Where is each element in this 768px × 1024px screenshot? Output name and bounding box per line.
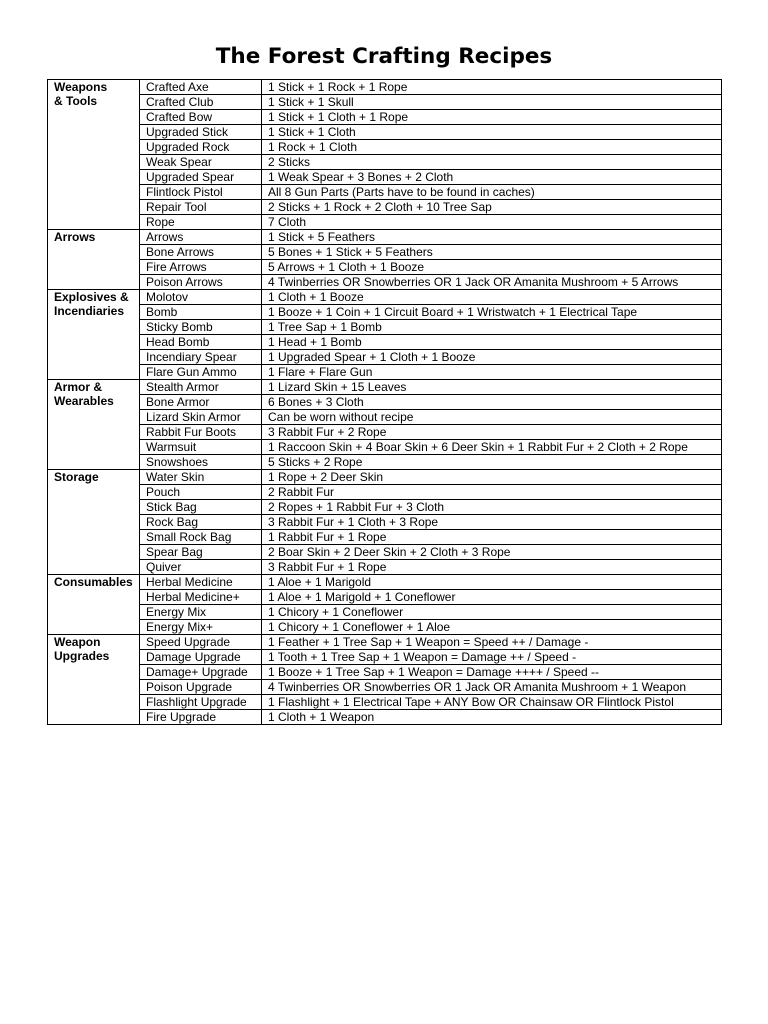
table-row: [48, 305, 722, 320]
item-cell: Rabbit Fur Boots: [140, 425, 262, 440]
table-row: [48, 665, 722, 680]
item-cell: Bone Armor: [140, 395, 262, 410]
item-cell: Spear Bag: [140, 545, 262, 560]
item-cell: Bomb: [140, 305, 262, 320]
table-row: [48, 245, 722, 260]
category-label-line: Wearables: [54, 394, 114, 408]
table-row: [48, 560, 722, 575]
item-cell: Stealth Armor: [140, 380, 262, 395]
table-row: [48, 215, 722, 230]
item-cell: Water Skin: [140, 470, 262, 485]
category-label-line: Storage: [54, 470, 99, 484]
page-title: The Forest Crafting Recipes: [215, 44, 553, 69]
recipe-cell: 1 Flare + Flare Gun: [262, 365, 722, 380]
item-cell: Warmsuit: [140, 440, 262, 455]
item-cell: Stick Bag: [140, 500, 262, 515]
table-row: [48, 545, 722, 560]
table-row: [48, 320, 722, 335]
table-row: [48, 275, 722, 290]
item-cell: Weak Spear: [140, 155, 262, 170]
recipe-cell: 1 Cloth + 1 Weapon: [262, 710, 722, 725]
category-label-line: Weapons: [54, 80, 108, 94]
table-row: [48, 620, 722, 635]
table-row: [48, 155, 722, 170]
table-row: [48, 485, 722, 500]
item-cell: Pouch: [140, 485, 262, 500]
table-row: [48, 695, 722, 710]
table-row: [48, 605, 722, 620]
recipe-cell: 1 Rabbit Fur + 1 Rope: [262, 530, 722, 545]
recipe-cell: 1 Rock + 1 Cloth: [262, 140, 722, 155]
table-row: [48, 335, 722, 350]
recipe-cell: 1 Aloe + 1 Marigold + 1 Coneflower: [262, 590, 722, 605]
recipe-cell: 1 Booze + 1 Coin + 1 Circuit Board + 1 Wristwatch + 1 Electrical Tape: [262, 305, 722, 320]
item-cell: Upgraded Rock: [140, 140, 262, 155]
item-cell: Herbal Medicine: [140, 575, 262, 590]
table-row: [48, 170, 722, 185]
recipe-cell: 1 Aloe + 1 Marigold: [262, 575, 722, 590]
recipes-table: [47, 79, 722, 725]
item-cell: Upgraded Stick: [140, 125, 262, 140]
table-row: [48, 110, 722, 125]
item-cell: Rope: [140, 215, 262, 230]
item-cell: Quiver: [140, 560, 262, 575]
table-row: [48, 575, 722, 590]
recipe-cell: 1 Head + 1 Bomb: [262, 335, 722, 350]
item-cell: Small Rock Bag: [140, 530, 262, 545]
table-row: [48, 455, 722, 470]
recipe-cell: 4 Twinberries OR Snowberries OR 1 Jack OR Amanita Mushroom + 5 Arrows: [262, 275, 722, 290]
recipe-cell: 1 Feather + 1 Tree Sap + 1 Weapon = Speed ++ / Damage -: [262, 635, 722, 650]
category-cell: [48, 635, 140, 725]
category-cell: [48, 80, 140, 230]
recipe-cell: 1 Rope + 2 Deer Skin: [262, 470, 722, 485]
table-row: [48, 350, 722, 365]
recipe-cell: 1 Flashlight + 1 Electrical Tape + ANY Bow OR Chainsaw OR Flintlock Pistol: [262, 695, 722, 710]
table-row: [48, 95, 722, 110]
item-cell: Flare Gun Ammo: [140, 365, 262, 380]
category-label-line: Incendiaries: [54, 304, 125, 318]
recipe-cell: 1 Tooth + 1 Tree Sap + 1 Weapon = Damage ++ / Speed -: [262, 650, 722, 665]
item-cell: Crafted Bow: [140, 110, 262, 125]
table-row: [48, 395, 722, 410]
item-cell: Flashlight Upgrade: [140, 695, 262, 710]
table-row: [48, 500, 722, 515]
item-cell: Energy Mix: [140, 605, 262, 620]
recipe-cell: 1 Stick + 1 Cloth + 1 Rope: [262, 110, 722, 125]
recipe-cell: Can be worn without recipe: [262, 410, 722, 425]
recipe-cell: 2 Sticks: [262, 155, 722, 170]
table-row: [48, 260, 722, 275]
recipe-cell: 1 Stick + 1 Skull: [262, 95, 722, 110]
category-label-line: Arrows: [54, 230, 96, 244]
recipe-cell: 5 Sticks + 2 Rope: [262, 455, 722, 470]
category-label-line: Armor &: [54, 380, 103, 394]
item-cell: Crafted Club: [140, 95, 262, 110]
recipes-table-body: [48, 80, 722, 725]
recipe-cell: 1 Booze + 1 Tree Sap + 1 Weapon = Damage ++++ / Speed --: [262, 665, 722, 680]
item-cell: Head Bomb: [140, 335, 262, 350]
recipe-cell: 5 Bones + 1 Stick + 5 Feathers: [262, 245, 722, 260]
item-cell: Energy Mix+: [140, 620, 262, 635]
item-cell: Lizard Skin Armor: [140, 410, 262, 425]
recipe-cell: All 8 Gun Parts (Parts have to be found in caches): [262, 185, 722, 200]
item-cell: Rock Bag: [140, 515, 262, 530]
item-cell: Fire Arrows: [140, 260, 262, 275]
category-cell: [48, 470, 140, 575]
recipe-cell: 3 Rabbit Fur + 1 Rope: [262, 560, 722, 575]
recipe-cell: 1 Tree Sap + 1 Bomb: [262, 320, 722, 335]
item-cell: Repair Tool: [140, 200, 262, 215]
category-cell: [48, 380, 140, 470]
table-row: [48, 230, 722, 245]
recipe-cell: 1 Raccoon Skin + 4 Boar Skin + 6 Deer Skin + 1 Rabbit Fur + 2 Cloth + 2 Rope: [262, 440, 722, 455]
item-cell: Snowshoes: [140, 455, 262, 470]
table-row: [48, 590, 722, 605]
item-cell: Bone Arrows: [140, 245, 262, 260]
category-label-line: & Tools: [54, 94, 98, 108]
table-row: [48, 515, 722, 530]
recipe-cell: 1 Lizard Skin + 15 Leaves: [262, 380, 722, 395]
recipe-cell: 1 Stick + 1 Cloth: [262, 125, 722, 140]
category-label-line: Explosives &: [54, 290, 129, 304]
table-row: [48, 530, 722, 545]
table-row: [48, 380, 722, 395]
recipe-cell: 3 Rabbit Fur + 1 Cloth + 3 Rope: [262, 515, 722, 530]
recipe-cell: 1 Upgraded Spear + 1 Cloth + 1 Booze: [262, 350, 722, 365]
recipe-cell: 7 Cloth: [262, 215, 722, 230]
item-cell: Molotov: [140, 290, 262, 305]
item-cell: Incendiary Spear: [140, 350, 262, 365]
item-cell: Herbal Medicine+: [140, 590, 262, 605]
item-cell: Poison Arrows: [140, 275, 262, 290]
item-cell: Damage+ Upgrade: [140, 665, 262, 680]
recipe-cell: 1 Chicory + 1 Coneflower: [262, 605, 722, 620]
recipe-cell: 2 Sticks + 1 Rock + 2 Cloth + 10 Tree Sap: [262, 200, 722, 215]
recipe-cell: 6 Bones + 3 Cloth: [262, 395, 722, 410]
table-row: [48, 200, 722, 215]
table-row: [48, 635, 722, 650]
recipe-cell: 1 Cloth + 1 Booze: [262, 290, 722, 305]
item-cell: Upgraded Spear: [140, 170, 262, 185]
table-row: [48, 125, 722, 140]
category-label-line: Consumables: [54, 575, 133, 589]
item-cell: Flintlock Pistol: [140, 185, 262, 200]
item-cell: Crafted Axe: [140, 80, 262, 95]
recipe-cell: 2 Boar Skin + 2 Deer Skin + 2 Cloth + 3 Rope: [262, 545, 722, 560]
table-row: [48, 80, 722, 95]
recipe-cell: 3 Rabbit Fur + 2 Rope: [262, 425, 722, 440]
table-row: [48, 425, 722, 440]
item-cell: Fire Upgrade: [140, 710, 262, 725]
table-row: [48, 290, 722, 305]
table-row: [48, 410, 722, 425]
category-cell: [48, 230, 140, 290]
category-cell: [48, 290, 140, 380]
item-cell: Poison Upgrade: [140, 680, 262, 695]
item-cell: Speed Upgrade: [140, 635, 262, 650]
recipe-cell: 1 Weak Spear + 3 Bones + 2 Cloth: [262, 170, 722, 185]
table-row: [48, 650, 722, 665]
table-row: [48, 365, 722, 380]
recipe-cell: 5 Arrows + 1 Cloth + 1 Booze: [262, 260, 722, 275]
item-cell: Sticky Bomb: [140, 320, 262, 335]
table-row: [48, 185, 722, 200]
recipe-cell: 2 Ropes + 1 Rabbit Fur + 3 Cloth: [262, 500, 722, 515]
table-row: [48, 710, 722, 725]
category-label-line: Weapon: [54, 635, 101, 649]
table-row: [48, 470, 722, 485]
item-cell: Damage Upgrade: [140, 650, 262, 665]
category-cell: [48, 575, 140, 635]
recipe-cell: 1 Stick + 5 Feathers: [262, 230, 722, 245]
table-row: [48, 140, 722, 155]
recipe-cell: 1 Stick + 1 Rock + 1 Rope: [262, 80, 722, 95]
table-row: [48, 680, 722, 695]
recipe-cell: 1 Chicory + 1 Coneflower + 1 Aloe: [262, 620, 722, 635]
item-cell: Arrows: [140, 230, 262, 245]
category-label-line: Upgrades: [54, 649, 110, 663]
table-row: [48, 440, 722, 455]
recipe-cell: 2 Rabbit Fur: [262, 485, 722, 500]
recipe-cell: 4 Twinberries OR Snowberries OR 1 Jack OR Amanita Mushroom + 1 Weapon: [262, 680, 722, 695]
